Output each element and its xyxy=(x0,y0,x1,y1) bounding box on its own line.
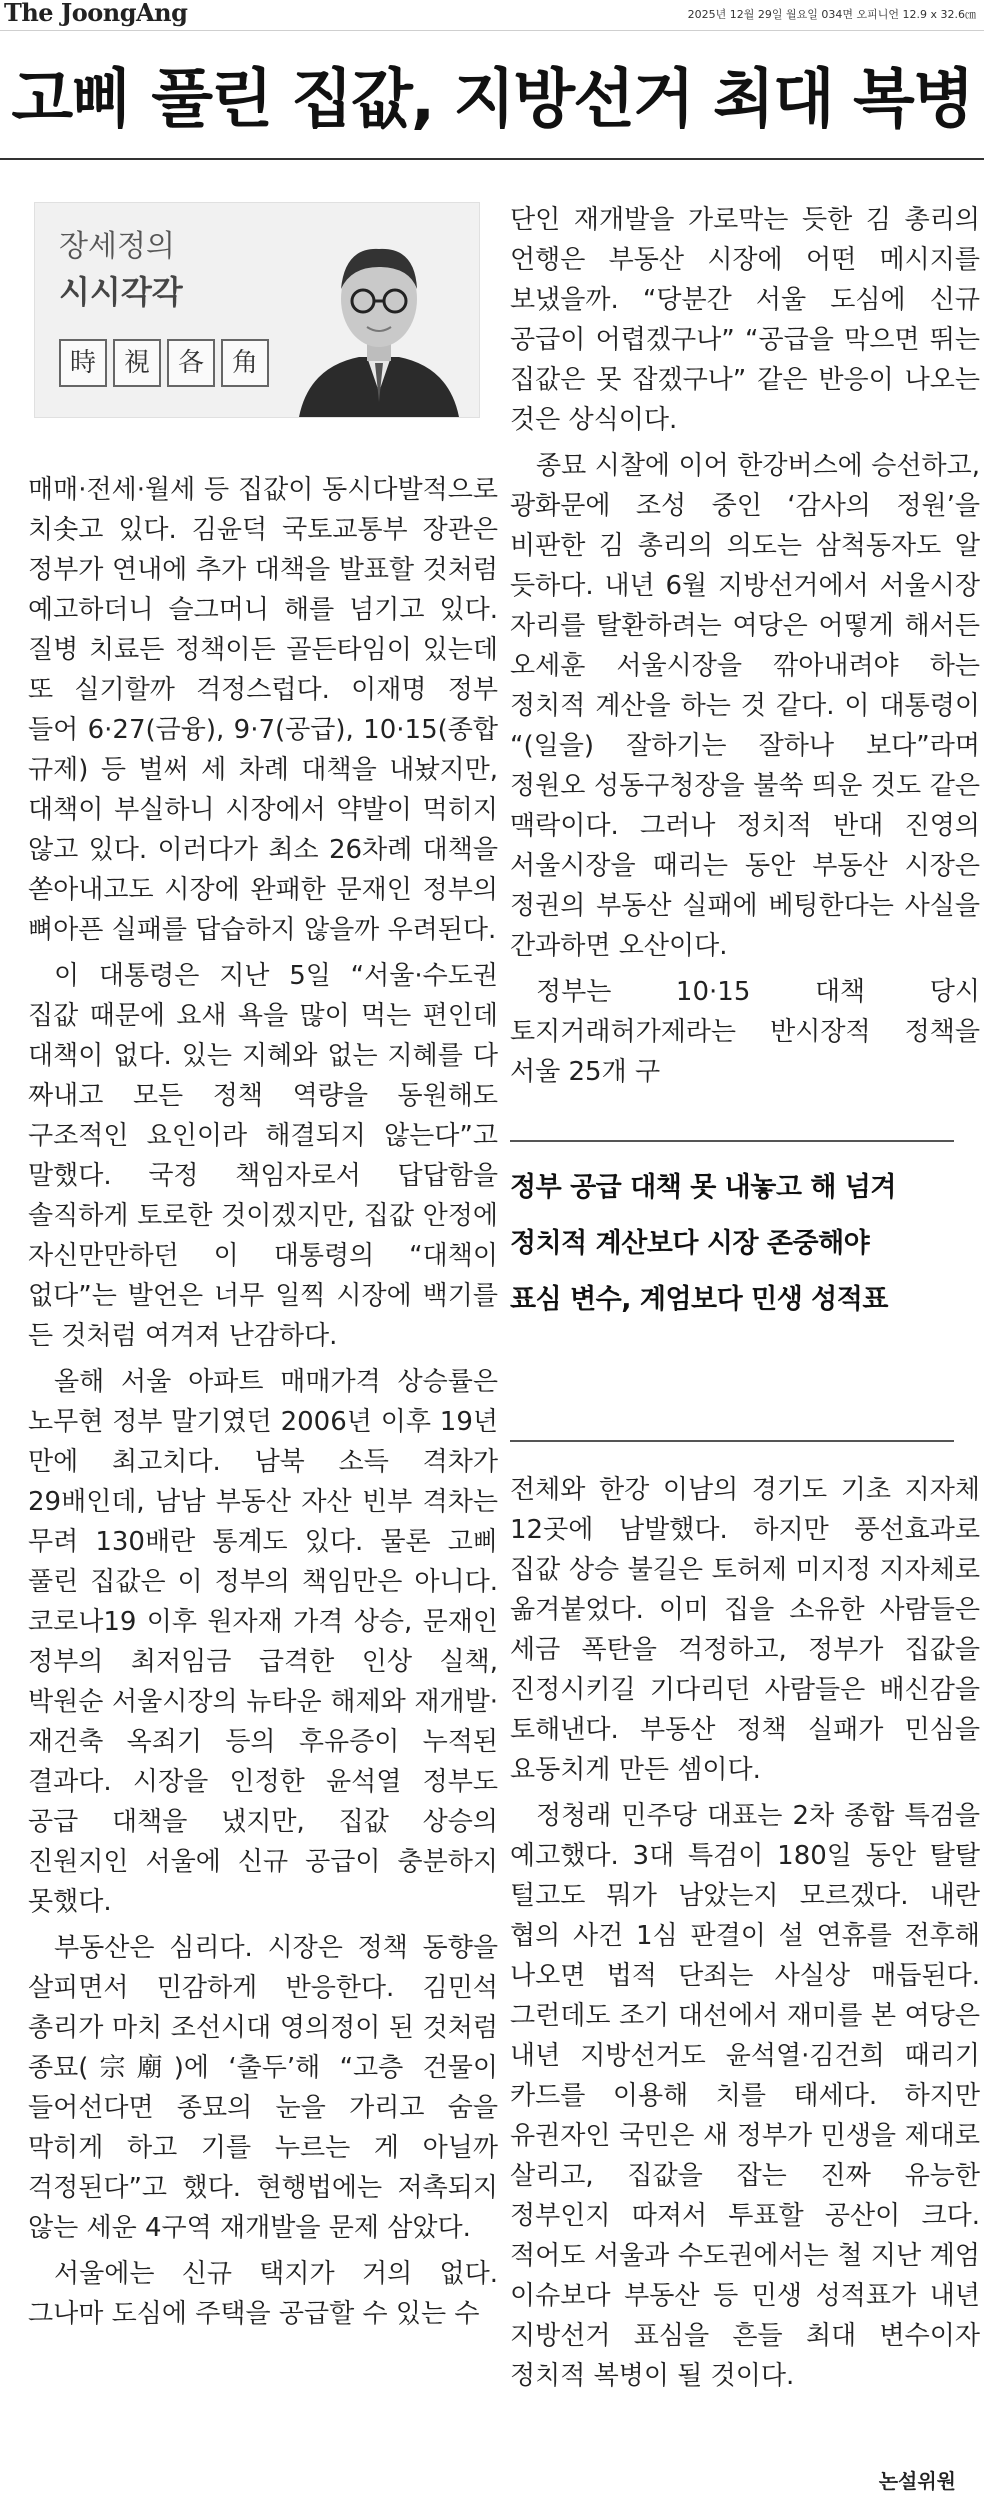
masthead xyxy=(0,0,984,31)
paragraph: 부동산은 심리다. 시장은 정책 동향을 살피면서 민감하게 반응한다. 김민석 총리가 마치 조선시대 영의정이 된 것처럼 종묘(宗廟)에 ‘출두’해 “고층 건물이 들어선다면 종묘의 눈을 가리고 숨을 막히게 하고 기를 누르는 게 아닐까 걱정된다”고 했다. 현행법에는 저촉되지 않는 세운 4구역 재개발을 문제 삼았다. xyxy=(28,1933,498,2243)
newspaper-logo: The JoongAng xyxy=(4,0,188,27)
pullquote xyxy=(510,1160,980,1328)
left-column xyxy=(28,470,498,2340)
hanja-char: 視 xyxy=(113,339,161,387)
author-portrait xyxy=(289,217,469,417)
paragraph: 매매·전세·월세 등 집값이 동시다발적으로 치솟고 있다. 김윤덕 국토교통부 장관은 정부가 연내에 추가 대책을 발표할 것처럼 예고하더니 슬그머니 해를 넘기고 있다. 질병 치료든 정책이든 골든타임이 있는데 또 실기할까 걱정스럽다. 이재명 정부 들어 6·27(금융), 9·7(공급), 10·15(종합 규제) 등 벌써 세 차례 대책을 내놨지만, 대책이 부실하니 시장에서 약발이 먹히지 않고 있다. 이러다가 최소 26차례 대책을 쏟아내고도 시장에 완패한 문재인 정부의 뼈아픈 실패를 답습하지 않을까 우려된다. xyxy=(28,475,498,945)
right-column-top xyxy=(510,200,980,1098)
column-author: 장세정의 xyxy=(59,229,175,264)
pullquote-line: 표심 변수, 계엄보다 민생 성적표 xyxy=(510,1284,888,1315)
paragraph: 전체와 한강 이남의 경기도 기초 지자체 12곳에 남발했다. 하지만 풍선효과로 집값 상승 불길은 토허제 미지정 지자체로 옮겨붙었다. 이미 집을 소유한 사람들은 세금 폭탄을 걱정하고, 정부가 집값을 진정시키길 기다리던 사람들은 배신감을 토해낸다. 부동산 정책 실패가 민심을 요동치게 만든 셈이다. xyxy=(510,1475,980,1785)
paragraph: 정부는 10·15 대책 당시 토지거래허가제라는 반시장적 정책을 서울 25개 구 xyxy=(510,977,980,1087)
pullquote-top-rule xyxy=(510,1140,954,1142)
headline-divider xyxy=(0,158,984,160)
paragraph: 올해 서울 아파트 매매가격 상승률은 노무현 정부 말기였던 2006년 이후 19년 만에 최고치다. 남북 소득 격차가 29배인데, 남남 부동산 자산 빈부 격차는 무려 130배란 통계도 있다. 물론 고삐 풀린 집값은 이 정부의 책임만은 아니다. 코로나19 이후 원자재 가격 상승, 문재인 정부의 최저임금 급격한 인상 실책, 박원순 서울시장의 뉴타운 해제와 재개발·재건축 옥죄기 등의 후유증이 누적된 결과다. 시장을 인정한 윤석열 정부도 공급 대책을 냈지만, 집값 상승의 진원지인 서울에 신규 공급이 충분하지 못했다. xyxy=(28,1367,498,1917)
dateline: 2025년 12월 29일 월요일 034면 오피니언 12.9 x 32.6㎝ xyxy=(687,8,976,21)
paragraph: 서울에는 신규 택지가 거의 없다. 그나마 도심에 주택을 공급할 수 있는 수 xyxy=(28,2259,498,2329)
column-hanja-row xyxy=(59,339,269,387)
paragraph: 정청래 민주당 대표는 2차 종합 특검을 예고했다. 3대 특검이 180일 동안 탈탈 털고도 뭐가 남았는지 모르겠다. 내란 협의 사건 1심 판결이 설 연휴를 전후해 나오면 법적 단죄는 사실상 매듭된다. 그런데도 조기 대선에서 재미를 본 여당은 내년 지방선거도 윤석열·김건희 때리기 카드를 이용해 치를 태세다. 하지만 유권자인 국민은 새 정부가 민생을 제대로 살리고, 집값을 잡는 진짜 유능한 정부인지 따져서 투표할 공산이 크다. 적어도 서울과 수도권에서는 철 지난 계엄 이슈보다 부동산 등 민생 성적표가 내년 지방선거 표심을 흔들 최대 변수이자 정치적 복병이 될 것이다. xyxy=(510,1801,980,2391)
paragraph: 종묘 시찰에 이어 한강버스에 승선하고, 광화문에 조성 중인 ‘감사의 정원’을 비판한 김 총리의 의도는 삼척동자도 알 듯하다. 내년 6월 지방선거에서 서울시장 자리를 탈환하려는 여당은 어떻게 해서든 오세훈 서울시장을 깎아내려야 하는 정치적 계산을 하는 것 같다. 이 대통령이 “(일을) 잘하기는 잘하나 보다”라며 정원오 성동구청장을 불쑥 띄운 것도 같은 맥락이다. 그러나 정치적 반대 진영의 서울시장을 때리는 동안 부동산 시장은 정권의 부동산 실패에 베팅한다는 사실을 간과하면 오산이다. xyxy=(510,451,980,961)
pullquote-bottom-rule xyxy=(510,1440,954,1442)
right-column-bottom xyxy=(510,1470,980,2402)
hanja-char: 各 xyxy=(167,339,215,387)
column-series-title: 시시각각 xyxy=(59,273,183,311)
paragraph: 단인 재개발을 가로막는 듯한 김 총리의 언행은 부동산 시장에 어떤 메시지를 보냈을까. “당분간 서울 도심에 신규 공급이 어렵겠구나” “공급을 막으면 뛰는 집값은 못 잡겠구나” 같은 반응이 나오는 것은 상식이다. xyxy=(510,205,980,435)
pullquote-line: 정치적 계산보다 시장 존중해야 xyxy=(510,1228,870,1259)
paragraph: 이 대통령은 지난 5일 “서울·수도권 집값 때문에 요새 욕을 많이 먹는 편인데 대책이 없다. 있는 지혜와 없는 지혜를 다 짜내고 모든 정책 역량을 동원해도 구조적인 요인이라 해결되지 않는다”고 말했다. 국정 책임자로서 답답함을 솔직하게 토로한 것이겠지만, 집값 안정에 자신만만하던 이 대통령의 “대책이 없다”는 발언은 너무 일찍 시장에 백기를 든 것처럼 여겨져 난감하다. xyxy=(28,961,498,1351)
hanja-char: 角 xyxy=(221,339,269,387)
byline: 논설위원 xyxy=(878,2469,956,2493)
column-logo xyxy=(34,202,480,418)
hanja-char: 時 xyxy=(59,339,107,387)
pullquote-line: 정부 공급 대책 못 내놓고 해 넘겨 xyxy=(510,1172,896,1203)
article-headline: 고삐 풀린 집값, 지방선거 최대 복병 xyxy=(11,63,973,137)
